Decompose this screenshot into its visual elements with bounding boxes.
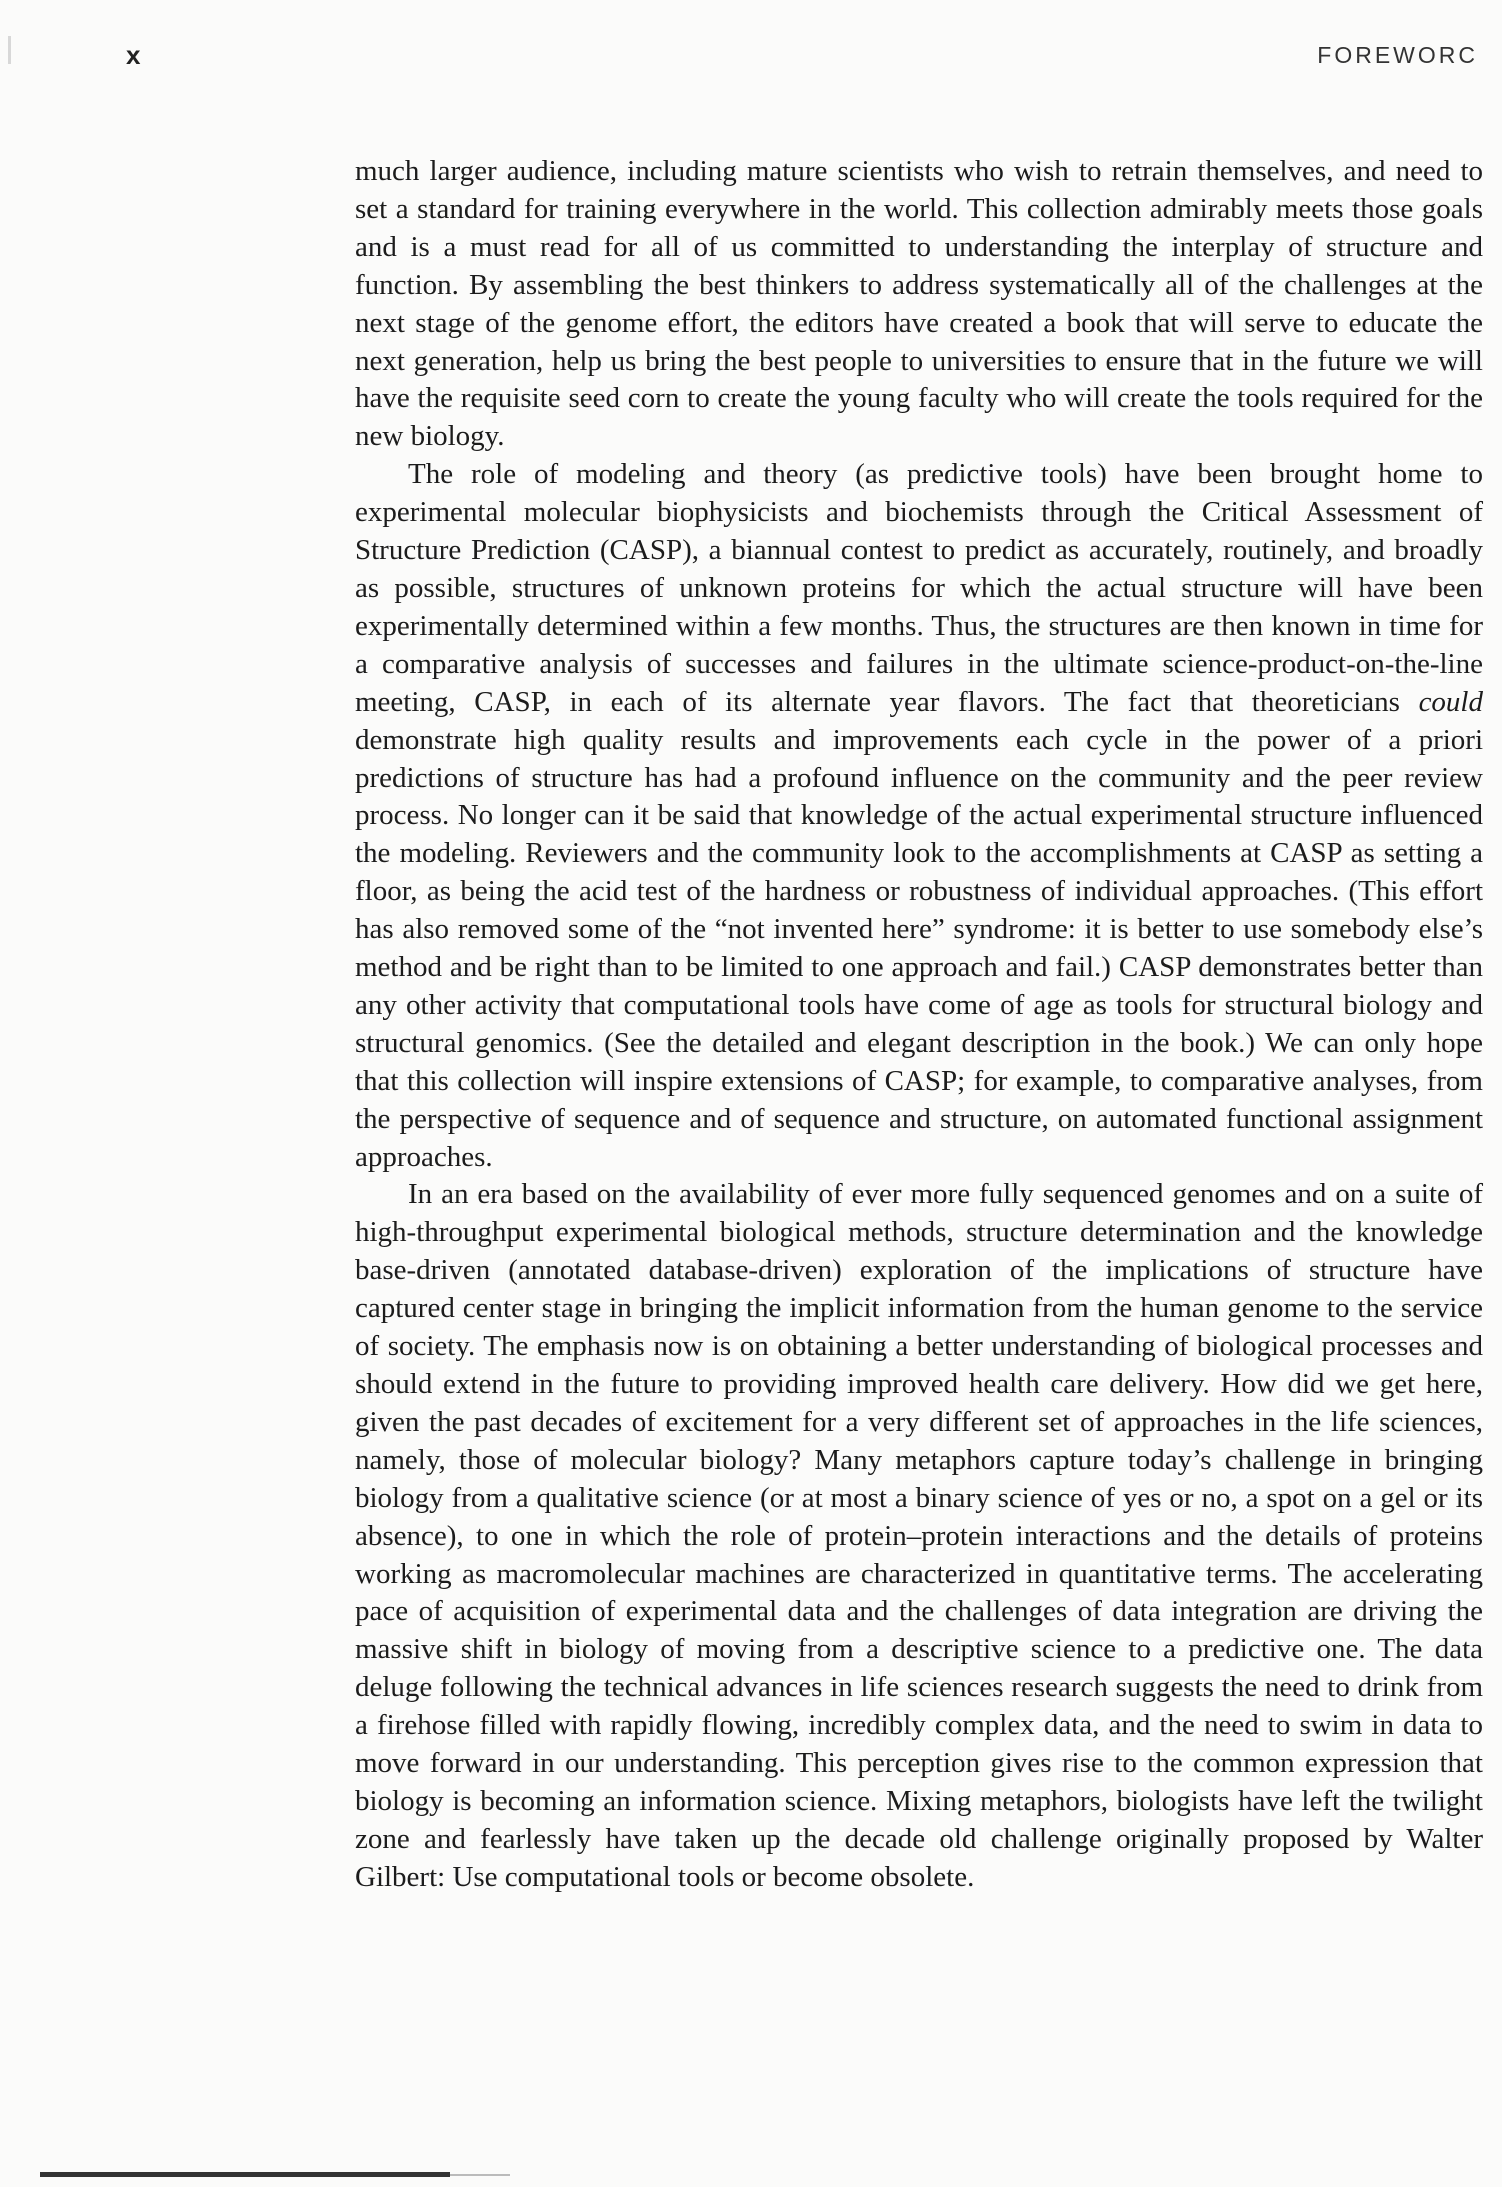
paragraph-3: In an era based on the availability of ever more fully sequenced genomes and on a suite of high-throughput experimental biological methods, structure determination and the knowledge base-driven (annotated database-driven) exploration of the implications of structure have captured center stage in bringing the implicit information from the human genome to the service of society. The emphasis now is on obtaining a better understanding of biological processes and should extend in the future to providing improved health care delivery. How did we get here, given the past decades of excitement for a very different set of approaches in the life sciences, namely, those of molecular biology? Many metaphors capture today’s challenge in bringing biology from a qualitative science (or at most a binary science of yes or no, a spot on a gel or its absence), to one in which the role of protein–protein interactions and the details of proteins working as macromolecular machines are characterized in quantitative terms. The accelerating pace of acquisition of experimental data and the challenges of data integration are driving the massive shift in biology of moving from a descriptive science to a predictive one. The data deluge following the technical advances in life sciences research suggests the need to drink from a firehose filled with rapidly flowing, incredibly complex data, and the need to swim in data to move forward in our understanding. This perception gives rise to the common expression that biology is becoming an information science. Mixing metaphors, biologists have left the twilight zone and fearlessly have taken up the decade old challenge originally proposed by Walter Gilbert: Use computational tools or become obsolete. bbox=[355, 1178, 1483, 1893]
footer-rule bbox=[40, 2172, 450, 2177]
paragraph-1: much larger audience, including mature scientists who wish to retrain themselves, and need to set a standard for training everywhere in the world. This collection admirably meets those goals and is a must read for all of us committed to understanding the interplay of structure and function. By assembling the best thinkers to address systematically all of the challenges at the next stage of the genome effort, the editors have created a book that will serve to educate the next generation, help us bring the best people to universities to ensure that in the future we will have the requisite seed corn to create the young faculty who will create the tools required for the new biology. bbox=[355, 155, 1483, 453]
paragraph-2-part-1: The role of modeling and theory (as predictive tools) have been brought home to experimental molecular biophysicists and biochemists through the Critical Assessment of Structure Prediction (CASP), a biannual contest to predict as accurately, routinely, and broadly as possible, structures of unknown proteins for which the actual structure will have been experimentally determined within a few months. Thus, the structures are then known in time for a comparative analysis of successes and failures in the ultimate science-product-on-the-line meeting, CASP, in each of its alternate year flavors. The fact that theoreticians bbox=[355, 458, 1483, 718]
running-head: FOREWORC bbox=[1317, 42, 1478, 68]
paragraph-2-part-2: demonstrate high quality results and improvements each cycle in the power of a priori predictions of structure has had a profound influence on the community and the peer review process. No longer can it be said that knowledge of the actual experimental structure influenced the modeling. Reviewers and the community look to the accomplishments at CASP as setting a floor, as being the acid test of the hardness or robustness of individual approaches. (This effort has also removed some of the “not invented here” syndrome: it is better to use somebody else’s method and be right than to be limited to one approach and fail.) CASP demonstrates better than any other activity that computational tools have come of age as tools for structural biology and structural genomics. (See the detailed and elegant description in the book.) We can only hope that this collection will inspire extensions of CASP; for example, to comparative analyses, from the perspective of sequence and of sequence and structure, on automated functional assignment approaches. bbox=[355, 723, 1483, 1173]
foreword-body bbox=[355, 153, 1483, 1897]
page-edge-mark bbox=[8, 36, 11, 64]
paragraph-2 bbox=[355, 456, 1483, 1176]
emphasized-word: could bbox=[1418, 685, 1483, 718]
footer-rule-faint bbox=[450, 2174, 510, 2176]
page-number: x bbox=[126, 40, 141, 70]
